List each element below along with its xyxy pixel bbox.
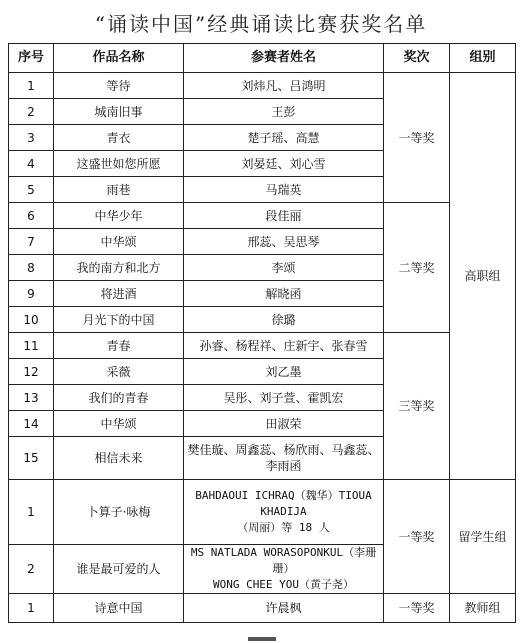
group-cell-liuxuesheng: 留学生组 (450, 480, 516, 594)
row-no: 4 (9, 151, 54, 177)
row-names: 邢蕊、吴思琴 (184, 229, 384, 255)
row-work: 卜算子·咏梅 (54, 480, 184, 545)
page-scroll-indicator (248, 637, 276, 641)
row-work: 雨巷 (54, 177, 184, 203)
names-line: WONG CHEE YOU（黄子尧） (212, 578, 355, 591)
row-no: 13 (9, 385, 54, 411)
names-line: （周丽）等 18 人 (237, 521, 330, 534)
row-names: 徐璐 (184, 307, 384, 333)
award-table (8, 43, 516, 623)
table-header-row (9, 44, 516, 73)
row-work: 谁是最可爱的人 (54, 545, 184, 594)
row-work: 城南旧事 (54, 99, 184, 125)
row-no: 1 (9, 73, 54, 99)
group-cell-jiaoshi: 教师组 (450, 594, 516, 623)
row-work: 相信未来 (54, 437, 184, 480)
row-names: 解晓函 (184, 281, 384, 307)
row-names (184, 545, 384, 594)
row-names: 刘乙墨 (184, 359, 384, 385)
row-no: 1 (9, 594, 54, 623)
row-no: 3 (9, 125, 54, 151)
row-work: 这盛世如您所愿 (54, 151, 184, 177)
table-row (9, 480, 516, 545)
row-work: 我们的青春 (54, 385, 184, 411)
row-work: 中华少年 (54, 203, 184, 229)
table-row (9, 333, 516, 359)
row-work: 中华颂 (54, 411, 184, 437)
award-cell-teacher: 一等奖 (384, 594, 450, 623)
row-work: 诗意中国 (54, 594, 184, 623)
row-no: 11 (9, 333, 54, 359)
row-work: 将进酒 (54, 281, 184, 307)
row-no: 9 (9, 281, 54, 307)
header-award: 奖次 (384, 44, 450, 73)
row-work: 采薇 (54, 359, 184, 385)
row-no: 2 (9, 99, 54, 125)
row-no: 8 (9, 255, 54, 281)
row-no: 2 (9, 545, 54, 594)
row-names: 马瑞英 (184, 177, 384, 203)
row-names (184, 480, 384, 545)
page-title: “诵读中国”经典诵读比赛获奖名单 (94, 12, 428, 36)
row-names: 吴彤、刘子萱、霍凯宏 (184, 385, 384, 411)
row-names: 樊佳璇、周鑫蕊、杨欣雨、马鑫蕊、李雨函 (184, 437, 384, 480)
header-group: 组别 (450, 44, 516, 73)
table-row (9, 203, 516, 229)
row-no: 14 (9, 411, 54, 437)
row-no: 12 (9, 359, 54, 385)
row-names: 楚子瑶、高慧 (184, 125, 384, 151)
row-work: 我的南方和北方 (54, 255, 184, 281)
row-names: 王彭 (184, 99, 384, 125)
award-cell-first: 一等奖 (384, 73, 450, 203)
row-names: 刘炜凡、吕鸿明 (184, 73, 384, 99)
award-cell-third: 三等奖 (384, 333, 450, 480)
row-names: 孙睿、杨程祥、庄新宇、张春雪 (184, 333, 384, 359)
row-names: 段佳丽 (184, 203, 384, 229)
row-work: 青衣 (54, 125, 184, 151)
names-line: KHADIJA (260, 505, 307, 518)
table-row (9, 594, 516, 623)
row-no: 10 (9, 307, 54, 333)
award-cell-second: 二等奖 (384, 203, 450, 333)
row-work: 中华颂 (54, 229, 184, 255)
row-names: 刘晏廷、刘心雪 (184, 151, 384, 177)
header-names: 参赛者姓名 (184, 44, 384, 73)
row-no: 15 (9, 437, 54, 480)
header-work: 作品名称 (54, 44, 184, 73)
row-work: 月光下的中国 (54, 307, 184, 333)
row-work: 等待 (54, 73, 184, 99)
row-no: 7 (9, 229, 54, 255)
group-cell-gaozhi: 高职组 (450, 73, 516, 480)
names-line: MS NATLADA WORASOPONKUL（李珊珊） (190, 546, 377, 575)
names-line: BAHDAOUI ICHRAQ（魏华）TIOUA (195, 489, 372, 502)
row-no: 6 (9, 203, 54, 229)
award-cell-intl: 一等奖 (384, 480, 450, 594)
row-no: 1 (9, 480, 54, 545)
row-names: 许晨枫 (184, 594, 384, 623)
row-names: 田淑荣 (184, 411, 384, 437)
row-work: 青春 (54, 333, 184, 359)
table-row (9, 73, 516, 99)
header-no: 序号 (9, 44, 54, 73)
row-no: 5 (9, 177, 54, 203)
row-names: 李颂 (184, 255, 384, 281)
